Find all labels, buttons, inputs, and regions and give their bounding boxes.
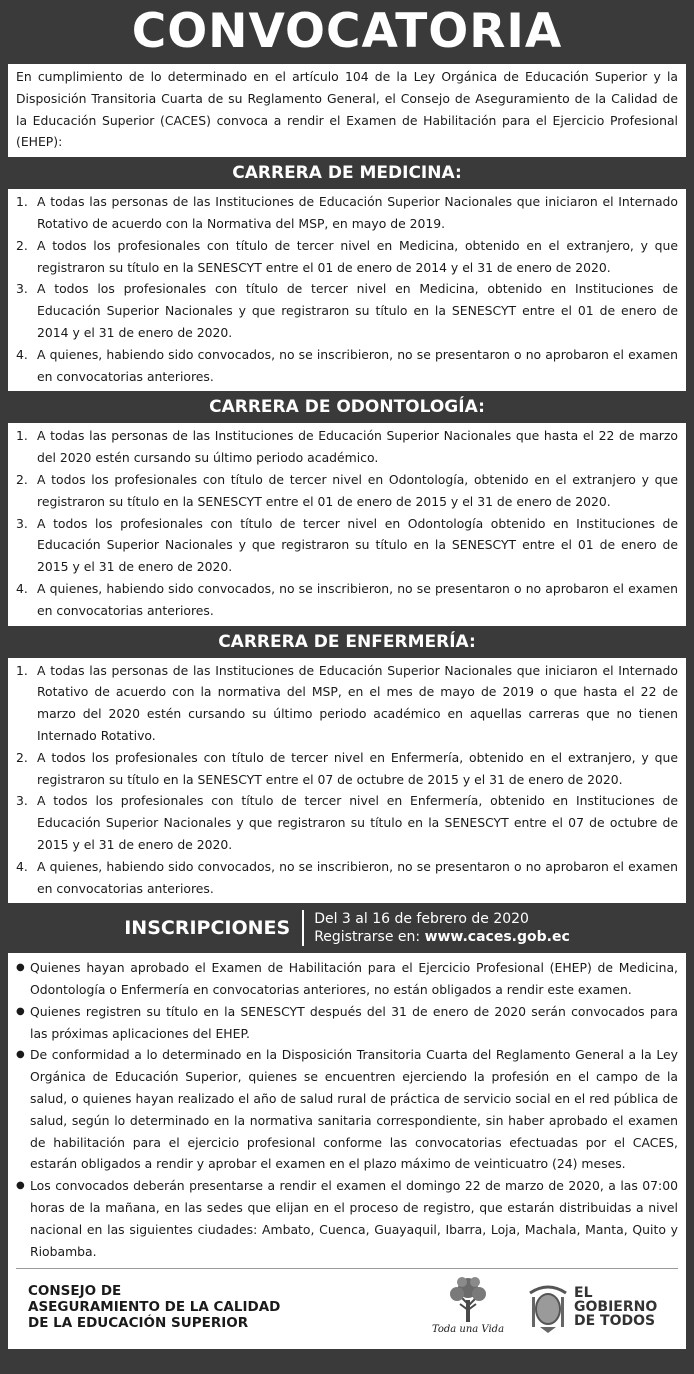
item-number: 2. (16, 471, 28, 487)
toda-una-vida-logo (428, 1274, 508, 1340)
list-item (16, 856, 678, 900)
inscripciones-bar (0, 903, 694, 953)
item-text: A quienes, habiendo sido convocados, no se inscribieron, no se presentaron o no aprobaron el examen en convocatorias anteriores. (37, 580, 678, 618)
item-text: A todos los profesionales con título de tercer nivel en Enfermería, obtenido en el extranjero, y que registraron su título en la SENESCYT entre el 07 de octubre de 2015 y el 31 de enero de 2020. (37, 749, 678, 787)
item-text: A todas las personas de las Instituciones de Educación Superior Nacionales que iniciaron el Internado Rotativo de acuerdo con la normativa del MSP, en el mes de mayo de 2019 o que hasta el 22 de marzo del 2020 estén cursando su último periodo académico en aquellas carreras que no tienen Internado Rotativo. (37, 662, 678, 743)
divider (302, 910, 304, 946)
list-item (16, 344, 678, 388)
register-prefix: Registrarse en: (314, 929, 425, 946)
item-number: 3. (16, 793, 28, 809)
inscripciones-info (314, 910, 570, 946)
ecuador-seal-icon (526, 1279, 570, 1335)
section-title-enfermeria: CARRERA DE ENFERMERÍA: (218, 631, 476, 652)
section-title-odontologia: CARRERA DE ODONTOLOGÍA: (209, 397, 485, 418)
item-text: A todos los profesionales con título de tercer nivel en Odontología, obtenido en el extranjero y que registraron su título en la SENESCYT entre el 01 de enero de 2015 y el 31 de enero de 2020. (37, 471, 678, 509)
inscripciones-label: INSCRIPCIONES (124, 917, 291, 940)
list-item (16, 235, 678, 279)
item-number: 4. (16, 346, 28, 362)
note-text: Quienes hayan aprobado el Examen de Habilitación para el Ejercicio Profesional (EHEP) de Medicina, Odontología o Enfermería en convocatorias anteriores, no están obligados a rendir este examen. (30, 960, 678, 998)
list-item (16, 747, 678, 791)
bullet-icon: ● (16, 1049, 25, 1061)
note-item (16, 1001, 678, 1045)
item-number: 1. (16, 662, 28, 678)
gobierno-logo (526, 1279, 657, 1335)
gov-line: GOBIERNO (574, 1299, 658, 1316)
item-number: 4. (16, 858, 28, 874)
item-text: A todos los profesionales con título de tercer nivel en Enfermería, obtenido en Instituciones de Educación Superior Nacionales y que registraron su título en la SENESCYT entre el 07 de octubre de 2015 y el 31 de enero de 2020. (37, 793, 678, 852)
bullet-icon: ● (16, 1180, 25, 1192)
motto: Toda una Vida (431, 1324, 505, 1336)
item-number: 3. (16, 515, 28, 531)
intro-paragraph: En cumplimiento de lo determinado en el artículo 104 de la Ley Orgánica de Educación Superior y la Disposición Transitoria Cuarta de su Reglamento General, el Consejo de Aseguramiento de la Calidad de la Educación Superior (CACES) convoca a rendir el Examen de Habilitación para el Ejercicio Profesional (EHEP): (8, 64, 686, 157)
item-number: 4. (16, 580, 28, 596)
list-item (16, 469, 678, 513)
item-text: A todas las personas de las Instituciones de Educación Superior Nacionales que hasta el 22 de marzo del 2020 estén cursando su último periodo académico. (37, 428, 678, 466)
item-number: 2. (16, 749, 28, 765)
list-item (16, 578, 678, 622)
list-item (16, 425, 678, 469)
section-title-medicina: CARRERA DE MEDICINA: (232, 163, 462, 184)
item-text: A quienes, habiendo sido convocados, no se inscribieron, no se presentaron o no aprobaron el examen en convocatorias anteriores. (37, 346, 678, 384)
note-text: Los convocados deberán presentarse a rendir el examen el domingo 22 de marzo de 2020, a las 07:00 horas de la mañana, en las sedes que elijan en el proceso de registro, que estarán distribuidas a nivel nacional en las siguientes ciudades: Ambato, Cuenca, Guayaquil, Ibarra, Loja, Machala, Manta, Quito y Riobamba. (30, 1178, 678, 1259)
section-box-medicina (8, 189, 686, 391)
gov-line: DE TODOS (574, 1313, 656, 1330)
list-item (16, 278, 678, 343)
org-line: CONSEJO DE (28, 1283, 122, 1300)
note-item (16, 1175, 678, 1262)
gobierno-text (570, 1286, 657, 1328)
notes-box (8, 953, 686, 1349)
gov-line: EL (574, 1285, 593, 1302)
inscripciones-register (314, 928, 570, 946)
list-item (16, 660, 678, 747)
page-title: CONVOCATORIA (131, 4, 563, 59)
bullet-icon: ● (16, 962, 25, 974)
org-line: ASEGURAMIENTO DE LA CALIDAD (28, 1299, 281, 1316)
item-number: 1. (16, 428, 28, 444)
item-number: 2. (16, 237, 28, 253)
tree-icon (444, 1274, 492, 1324)
item-number: 3. (16, 281, 28, 297)
item-number: 1. (16, 194, 28, 210)
note-text: De conformidad a lo determinado en la Disposición Transitoria Cuarta del Reglamento General a la Ley Orgánica de Educación Superior, quienes se encuentren ejerciendo la profesión en el campo de la salud, o quienes hayan realizado el año de salud rural de práctica de servicio social en el red pública de salud, según lo determinado en la normativa sanitaria correspondiente, sin haber aprobado el examen de habilitación para el ejercicio profesional conforme las convocatorias efectuadas por el CACES, estarán obligados a rendir y aprobar el examen en el plazo máximo de veinticuatro (24) meses. (30, 1047, 678, 1172)
item-text: A todos los profesionales con título de tercer nivel en Odontología obtenido en Instituciones de Educación Superior Nacionales y que registraron su título en la SENESCYT entre el 01 de enero de 2015 y el 31 de enero de 2020. (37, 515, 678, 575)
note-item (16, 957, 678, 1001)
item-text: A quienes, habiendo sido convocados, no se inscribieron, no se presentaron o no aprobaron el examen en convocatorias anteriores. (37, 858, 678, 896)
item-text: A todos los profesionales con título de tercer nivel en Medicina, obtenido en Instituciones de Educación Superior Nacionales y que registraron su título en la SENESCYT entre el 01 de enero de 2014 y el 31 de enero de 2020. (37, 281, 678, 340)
list-item (16, 790, 678, 855)
note-text: Quienes registren su título en la SENESCYT después del 31 de enero de 2020 serán convocados para las próximas aplicaciones del EHEP. (30, 1003, 678, 1041)
list-item (16, 513, 678, 578)
note-item (16, 1044, 678, 1175)
section-box-odontologia (8, 423, 686, 625)
list-item (16, 191, 678, 235)
bullet-icon: ● (16, 1005, 25, 1017)
org-line: DE LA EDUCACIÓN SUPERIOR (28, 1315, 249, 1332)
footer (16, 1268, 678, 1345)
item-text: A todos los profesionales con título de tercer nivel en Medicina, obtenido en el extranjero, y que registraron su título en la SENESCYT entre el 01 de enero de 2014 y el 31 de enero de 2020. (37, 237, 678, 275)
section-box-enfermeria (8, 658, 686, 904)
item-text: A todas las personas de las Instituciones de Educación Superior Nacionales que iniciaron el Internado Rotativo de acuerdo con la Normativa del MSP, en mayo de 2019. (37, 194, 678, 231)
inscripciones-dates: Del 3 al 16 de febrero de 2020 (314, 911, 529, 928)
caces-logo-text (16, 1283, 328, 1331)
caces-link[interactable]: www.caces.gob.ec (424, 929, 570, 946)
